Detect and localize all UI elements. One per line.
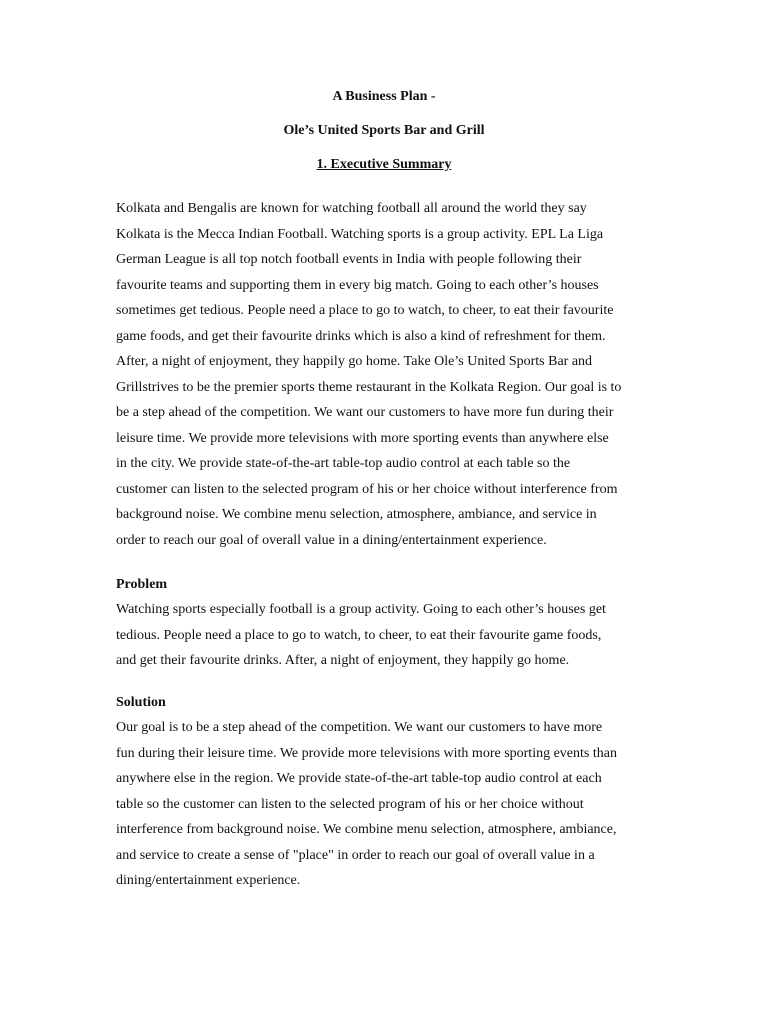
text-line: and get their favourite drinks. After, a night of enjoyment, they happily go home. [116,653,570,668]
text-line: sometimes get tedious. People need a place to go to watch, to cheer, to eat their favourite [116,303,614,318]
text-line: game foods, and get their favourite drinks which is also a kind of refreshment for them. [116,328,606,344]
executive-summary-paragraph [116,196,676,553]
text-line: favourite teams and supporting them in every big match. Going to each other’s houses [116,277,599,293]
text-line: Kolkata is the Mecca Indian Football. Watching sports is a group activity. EPL La Liga [116,226,604,242]
text-line: fun during their leisure time. We provide more televisions with more sporting events than [116,745,617,761]
text-line: be a step ahead of the competition. We want our customers to have more fun during their [116,405,614,420]
text-line: Watching sports especially football is a group activity. Going to each other’s houses get [116,602,606,617]
text-line: tedious. People need a place to go to watch, to cheer, to eat their favourite game foods, [116,627,602,643]
text-line: interference from background noise. We combine menu selection, atmosphere, ambiance, [116,822,617,837]
text-line: dining/entertainment experience. [116,873,301,888]
text-line: table so the customer can listen to the selected program of his or her choice without [116,796,584,812]
problem-heading: Problem [116,577,168,592]
solution-paragraph [116,715,676,894]
text-line: After, a night of enjoyment, they happily go home. Take Ole’s United Sports Bar and [116,354,593,369]
text-line: background noise. We combine menu selection, atmosphere, ambiance, and service in [116,507,597,522]
text-line: Kolkata and Bengalis are known for watching football all around the world they say [116,201,587,216]
text-line: anywhere else in the region. We provide state-of-the-art table-top audio control at each [116,771,602,786]
document-subtitle: Ole’s United Sports Bar and Grill [283,123,485,138]
solution-heading: Solution [116,695,166,710]
text-line: Grillstrives to be the premier sports theme restaurant in the Kolkata Region. Our goal is to [116,379,622,395]
text-line: Our goal is to be a step ahead of the competition. We want our customers to have more [116,720,603,735]
text-line: leisure time. We provide more televisions with more sporting events than anywhere else [116,430,609,446]
section-heading-executive-summary: 1. Executive Summary [316,157,452,172]
text-line: and service to create a sense of "place" in order to reach our goal of overall value in a [116,847,595,863]
text-line: German League is all top notch football events in India with people following their [116,252,582,267]
document-title: A Business Plan - [332,89,436,104]
text-line: in the city. We provide state-of-the-art table-top audio control at each table so the [116,456,571,471]
text-line: customer can listen to the selected program of his or her choice without interference from [116,481,618,497]
problem-paragraph [116,597,676,674]
text-line: order to reach our goal of overall value in a dining/entertainment experience. [116,532,547,548]
